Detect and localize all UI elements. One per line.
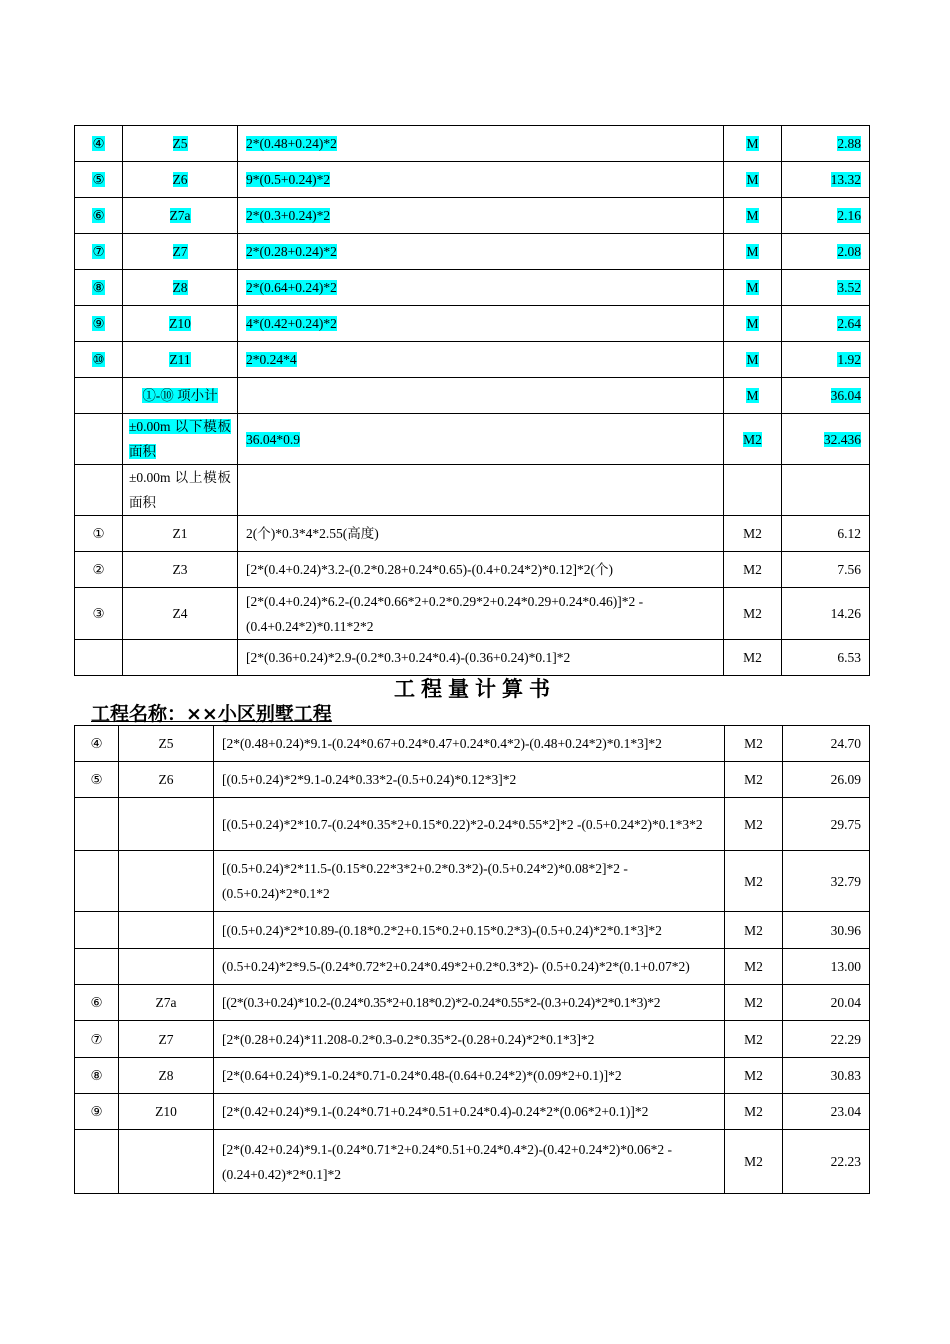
- unit-text: M2: [744, 959, 763, 974]
- unit-text: M: [746, 136, 759, 151]
- table-row: [75, 414, 870, 465]
- member-code: Z10: [169, 316, 191, 331]
- unit-text: M2: [743, 650, 762, 665]
- unit-text: M2: [744, 1104, 763, 1119]
- formula-text: [(0.5+0.24)*2*10.7-(0.24*0.35*2+0.15*0.22)*2-0.24*0.55*2]*2 -(0.5+0.24*2)*0.1*3*2: [222, 816, 703, 832]
- member-code: Z3: [172, 562, 188, 577]
- member-code: Z10: [155, 1104, 177, 1119]
- item-number: ②: [92, 562, 105, 577]
- unit-text: M2: [743, 431, 762, 447]
- quantity-value: 14.26: [830, 606, 861, 621]
- formula-text: [(0.5+0.24)*2*10.89-(0.18*0.2*2+0.15*0.2+0.15*0.2*3)-(0.5+0.24)*2*0.1*3]*2: [222, 922, 662, 938]
- item-number: ⑥: [90, 995, 103, 1010]
- item-number: ⑨: [92, 316, 105, 331]
- quantity-value: 32.79: [830, 873, 861, 889]
- quantity-value: 22.23: [830, 1154, 861, 1169]
- item-number: ⑧: [92, 280, 105, 295]
- formula-text: 2*(0.48+0.24)*2: [246, 136, 337, 151]
- unit-text: M2: [744, 1154, 763, 1169]
- formula-text: 9*(0.5+0.24)*2: [246, 172, 331, 187]
- quantity-value: 3.52: [837, 280, 861, 295]
- quantity-value: 13.32: [830, 172, 861, 187]
- item-number: ③: [92, 606, 105, 621]
- member-code: Z5: [158, 736, 174, 751]
- formwork-area-below-label: ±0.00m 以下模板面积: [129, 419, 231, 459]
- quantity-value: 2.88: [837, 136, 861, 151]
- member-code: Z8: [158, 1068, 174, 1083]
- formwork-area-above-label: ±0.00m 以上模板面积: [129, 470, 231, 510]
- formula-text: 2*(0.64+0.24)*2: [246, 280, 337, 295]
- quantity-value: 20.04: [830, 995, 861, 1010]
- unit-text: M2: [743, 606, 762, 621]
- quantity-value: 2.64: [837, 316, 861, 331]
- unit-text: M: [746, 280, 759, 295]
- table-row: [75, 306, 870, 342]
- project-name: [91, 701, 332, 727]
- quantity-table-upper: [74, 125, 870, 676]
- item-number: ⑤: [92, 172, 105, 187]
- quantity-value: 23.04: [830, 1104, 861, 1119]
- unit-text: M2: [744, 816, 763, 832]
- table-row: [75, 726, 870, 762]
- member-code: Z5: [172, 136, 188, 151]
- unit-text: M2: [744, 995, 763, 1010]
- table-row: [75, 516, 870, 552]
- unit-text: M2: [744, 873, 763, 889]
- table-row: [75, 234, 870, 270]
- quantity-value: 22.29: [830, 1031, 861, 1047]
- item-number: ①: [92, 526, 105, 541]
- unit-text: M2: [744, 736, 763, 751]
- table-row: [75, 640, 870, 676]
- quantity-table-lower: [74, 725, 870, 1194]
- item-number: ④: [90, 736, 103, 751]
- unit-text: M: [746, 208, 759, 223]
- member-code: Z4: [172, 606, 188, 621]
- table-row: [75, 1058, 870, 1094]
- member-code: Z7a: [155, 995, 177, 1010]
- table-row: [75, 798, 870, 851]
- formula-text: [(2*(0.3+0.24)*10.2-(0.24*0.35*2+0.18*0.2)*2-0.24*0.55*2-(0.3+0.24)*2*0.1*3)*2: [222, 995, 661, 1010]
- unit-text: M2: [743, 526, 762, 541]
- unit-text: M: [746, 244, 759, 259]
- unit-text: M2: [744, 1031, 763, 1047]
- item-number: ⑦: [90, 1031, 103, 1047]
- formula-text: (0.5+0.24)*2*9.5-(0.24*0.72*2+0.24*0.49*2+0.2*0.3*2)- (0.5+0.24)*2*(0.1+0.07*2): [222, 959, 690, 974]
- member-code: Z7: [172, 244, 188, 259]
- formula-text: [2*(0.64+0.24)*9.1-0.24*0.71-0.24*0.48-(0.64+0.24*2)*(0.09*2+0.1)]*2: [222, 1068, 622, 1083]
- item-number: ④: [92, 136, 105, 151]
- formula-text: [2*(0.28+0.24)*11.208-0.2*0.3-0.2*0.35*2-(0.28+0.24)*2*0.1*3]*2: [222, 1031, 595, 1047]
- item-number: ⑧: [90, 1068, 103, 1083]
- formula-text: [2*(0.4+0.24)*3.2-(0.2*0.28+0.24*0.65)-(0.4+0.24*2)*0.12]*2(个): [246, 562, 614, 577]
- quantity-value: 2.08: [837, 244, 861, 259]
- formula-text: [2*(0.42+0.24)*9.1-(0.24*0.71+0.24*0.51+0.24*0.4)-0.24*2*(0.06*2+0.1)]*2: [222, 1104, 649, 1119]
- table-row: [75, 342, 870, 378]
- table-row: [75, 912, 870, 949]
- table-row: [75, 270, 870, 306]
- quantity-value: 29.75: [830, 816, 861, 832]
- project-name-label: 工程名称：: [91, 703, 187, 725]
- document-title: 工程量计算书: [394, 677, 556, 701]
- quantity-value: 1.92: [837, 352, 861, 367]
- formula-text: 36.04*0.9: [246, 431, 300, 447]
- member-code: Z6: [158, 772, 174, 787]
- member-code: Z11: [169, 352, 191, 367]
- formula-text: 2*(0.28+0.24)*2: [246, 244, 337, 259]
- item-number: ⑨: [90, 1104, 103, 1119]
- table-row: [75, 1021, 870, 1058]
- table-row: [75, 762, 870, 798]
- quantity-value: 36.04: [830, 388, 861, 403]
- member-code: Z7a: [169, 208, 191, 223]
- table-row: [75, 198, 870, 234]
- quantity-value: 30.83: [830, 1068, 861, 1083]
- formula-text: [2*(0.36+0.24)*2.9-(0.2*0.3+0.24*0.4)-(0.36+0.24)*0.1]*2: [246, 650, 571, 665]
- item-number: ⑤: [90, 772, 103, 787]
- quantity-value: 7.56: [837, 562, 861, 577]
- member-code: Z7: [158, 1031, 174, 1047]
- table-row: [75, 588, 870, 640]
- unit-text: M2: [744, 922, 763, 938]
- member-code: Z6: [172, 172, 188, 187]
- formula-text: [(0.5+0.24)*2*9.1-0.24*0.33*2-(0.5+0.24)*0.12*3]*2: [222, 772, 517, 787]
- formula-text: 2*0.24*4: [246, 352, 297, 367]
- subtotal-label: ①-⑩ 项小计: [142, 388, 218, 403]
- member-code: Z8: [172, 280, 188, 295]
- table-row: [75, 1130, 870, 1194]
- item-number: ⑥: [92, 208, 105, 223]
- formula-text: [2*(0.4+0.24)*6.2-(0.24*0.66*2+0.2*0.29*2+0.24*0.29+0.24*0.46)]*2 -(0.4+0.24*2)*0.11*2*2: [246, 593, 644, 634]
- unit-text: M: [746, 352, 759, 367]
- item-number: ⑦: [92, 244, 105, 259]
- quantity-value: 32.436: [823, 431, 861, 447]
- quantity-value: 13.00: [830, 959, 861, 974]
- item-number: ⑩: [92, 352, 105, 367]
- quantity-value: 6.12: [837, 526, 861, 541]
- table-row: [75, 465, 870, 516]
- unit-text: M2: [744, 1068, 763, 1083]
- formula-text: [2*(0.42+0.24)*9.1-(0.24*0.71*2+0.24*0.51+0.24*0.4*2)-(0.42+0.24*2)*0.06*2 -(0.24+0.42)*2*0.1]*2: [222, 1141, 673, 1182]
- unit-text: M2: [743, 562, 762, 577]
- quantity-value: 2.16: [837, 208, 861, 223]
- formula-text: 2*(0.3+0.24)*2: [246, 208, 331, 223]
- table-row: [75, 552, 870, 588]
- formula-text: [2*(0.48+0.24)*9.1-(0.24*0.67+0.24*0.47+0.24*0.4*2)-(0.48+0.24*2)*0.1*3]*2: [222, 736, 662, 751]
- quantity-value: 26.09: [830, 772, 861, 787]
- project-name-value: ××小区别墅工程: [186, 703, 332, 725]
- quantity-value: 6.53: [837, 650, 861, 665]
- quantity-value: 24.70: [830, 736, 861, 751]
- unit-text: M: [746, 388, 759, 403]
- unit-text: M: [746, 172, 759, 187]
- table-row: [75, 851, 870, 912]
- member-code: Z1: [172, 526, 188, 541]
- table-row: [75, 949, 870, 985]
- formula-text: 4*(0.42+0.24)*2: [246, 316, 337, 331]
- quantity-value: 30.96: [830, 922, 861, 938]
- table-row: [75, 126, 870, 162]
- formula-text: [(0.5+0.24)*2*11.5-(0.15*0.22*3*2+0.2*0.3*2)-(0.5+0.24*2)*0.08*2]*2 -(0.5+0.24)*2*0.1*2: [222, 861, 628, 901]
- table-row: [75, 162, 870, 198]
- table-row: [75, 1094, 870, 1130]
- unit-text: M2: [744, 772, 763, 787]
- table-row: [75, 378, 870, 414]
- table-row: [75, 985, 870, 1021]
- formula-text: 2(个)*0.3*4*2.55(高度): [246, 526, 379, 541]
- unit-text: M: [746, 316, 759, 331]
